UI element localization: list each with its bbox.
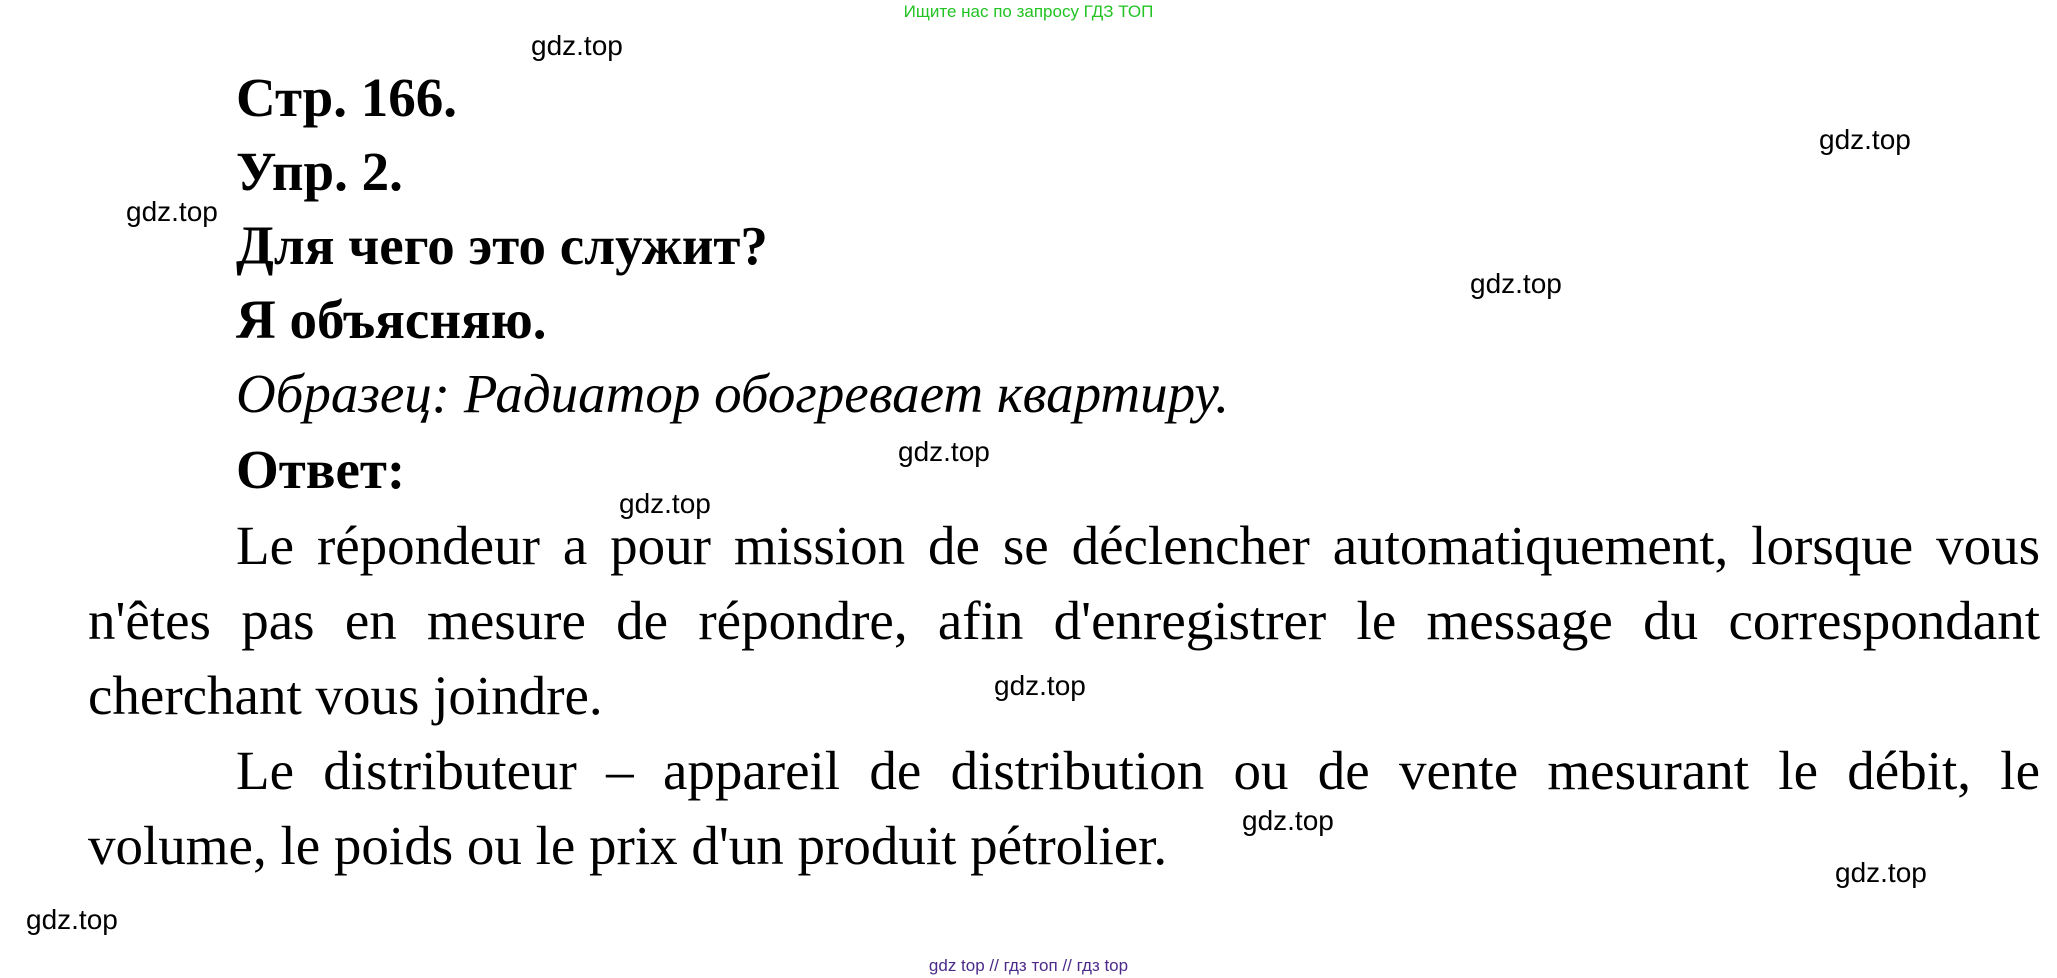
watermark: gdz.top (619, 488, 711, 519)
answer-paragraph-answering-machine: Le répondeur a pour mission de se déclencher automatiquement, lorsque vous n'êtes pas en mesure de répondre, afin d'enregistrer le message du correspondant cherchant vous joindre. (88, 515, 2040, 726)
instruction-heading: Я объясняю. (236, 289, 547, 350)
watermark: gdz.top (994, 670, 1086, 701)
answer-paragraph-dispenser: Le distributeur – appareil de distribution ou de vente mesurant le débit, le volume, le poids ou le prix d'un produit pétrolier. (88, 740, 2040, 876)
answer-heading: Ответ: (236, 439, 406, 500)
footer-links[interactable]: gdz top // гдз топ // гдз top (928, 956, 1129, 975)
top-banner-link[interactable]: Ищите нас по запросу ГДЗ ТОП (903, 2, 1154, 21)
page-number-heading: Стр. 166. (236, 67, 458, 128)
watermark: gdz.top (1242, 805, 1334, 836)
question-heading: Для чего это служит? (236, 215, 768, 276)
exercise-number-heading: Упр. 2. (236, 141, 403, 202)
watermark: gdz.top (126, 196, 218, 227)
watermark: gdz.top (898, 436, 990, 467)
watermark: gdz.top (1470, 268, 1562, 299)
watermark: gdz.top (1835, 857, 1927, 888)
watermark: gdz.top (531, 30, 623, 61)
watermark: gdz.top (26, 904, 118, 935)
sample-sentence: Образец: Радиатор обогревает квартиру. (236, 363, 1230, 424)
watermark: gdz.top (1819, 124, 1911, 155)
